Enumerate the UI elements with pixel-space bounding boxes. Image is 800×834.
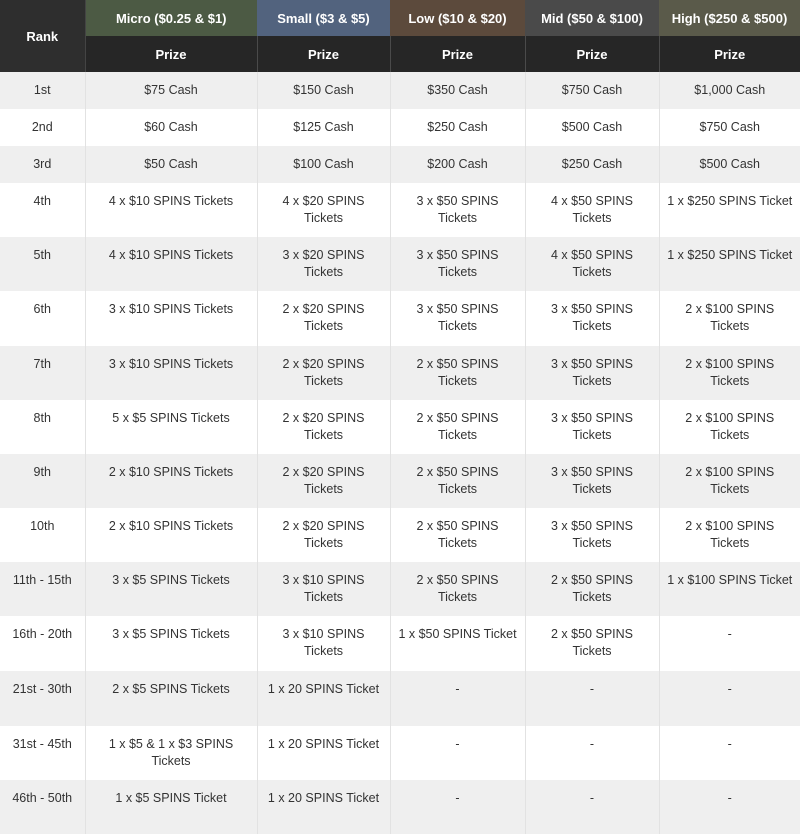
prize-cell-micro: 2 x $5 SPINS Tickets [85,671,257,726]
prize-cell-high: 1 x $250 SPINS Ticket [659,183,800,237]
prize-cell-mid: $250 Cash [525,146,659,183]
prize-cell-micro: 3 x $10 SPINS Tickets [85,291,257,346]
prize-cell-micro: 3 x $5 SPINS Tickets [85,616,257,671]
table-row [0,671,800,726]
prize-cell-small: 1 x 20 SPINS Ticket [257,726,390,780]
prize-cell-small: 2 x $20 SPINS Tickets [257,400,390,454]
rank-cell: 5th [0,237,85,291]
prize-cell-mid: 4 x $50 SPINS Tickets [525,237,659,291]
prize-cell-small: $150 Cash [257,72,390,109]
prize-cell-micro: 4 x $10 SPINS Tickets [85,183,257,237]
prize-header-mid: Prize [525,36,659,72]
tier-header-row [0,0,800,36]
prize-cell-low: $250 Cash [390,109,525,146]
prize-cell-small: 2 x $20 SPINS Tickets [257,291,390,346]
prize-cell-high: 2 x $100 SPINS Tickets [659,508,800,562]
prize-cell-micro: 2 x $10 SPINS Tickets [85,454,257,508]
prize-cell-low: - [390,780,525,834]
prize-cell-micro: 1 x $5 & 1 x $3 SPINS Tickets [85,726,257,780]
rank-cell: 7th [0,346,85,400]
prize-cell-low: 3 x $50 SPINS Tickets [390,183,525,237]
prize-header-small: Prize [257,36,390,72]
prize-cell-high: 2 x $100 SPINS Tickets [659,400,800,454]
rank-header: Rank [0,0,85,72]
rank-cell: 10th [0,508,85,562]
prize-cell-high: $500 Cash [659,146,800,183]
prize-cell-small: 3 x $10 SPINS Tickets [257,616,390,671]
prize-cell-mid: 3 x $50 SPINS Tickets [525,508,659,562]
prize-cell-micro: $60 Cash [85,109,257,146]
table-row [0,508,800,562]
table-row [0,400,800,454]
table-row [0,109,800,146]
prize-cell-low: - [390,671,525,726]
prize-cell-micro: 1 x $5 SPINS Ticket [85,780,257,834]
rank-cell: 31st - 45th [0,726,85,780]
prize-cell-low: 1 x $50 SPINS Ticket [390,616,525,671]
prize-cell-low: - [390,726,525,780]
table-row [0,237,800,291]
table-row [0,454,800,508]
rank-cell: 6th [0,291,85,346]
prize-cell-micro: 3 x $10 SPINS Tickets [85,346,257,400]
table-header [0,0,800,72]
rank-cell: 2nd [0,109,85,146]
prize-cell-micro: $50 Cash [85,146,257,183]
prize-cell-mid: 4 x $50 SPINS Tickets [525,183,659,237]
prize-cell-mid: $500 Cash [525,109,659,146]
prize-cell-small: 1 x 20 SPINS Ticket [257,780,390,834]
prize-cell-mid: - [525,726,659,780]
prize-cell-micro: 4 x $10 SPINS Tickets [85,237,257,291]
prize-cell-small: 2 x $20 SPINS Tickets [257,346,390,400]
prize-header-micro: Prize [85,36,257,72]
rank-cell: 4th [0,183,85,237]
prize-cell-high: - [659,726,800,780]
prize-cell-low: 2 x $50 SPINS Tickets [390,454,525,508]
prize-cell-high: - [659,616,800,671]
table-row [0,726,800,780]
prize-cell-mid: $750 Cash [525,72,659,109]
prize-cell-mid: 3 x $50 SPINS Tickets [525,454,659,508]
prize-cell-micro: $75 Cash [85,72,257,109]
prize-cell-small: 1 x 20 SPINS Ticket [257,671,390,726]
table-row [0,146,800,183]
prize-cell-high: $750 Cash [659,109,800,146]
rank-cell: 21st - 30th [0,671,85,726]
prize-cell-mid: 2 x $50 SPINS Tickets [525,562,659,616]
rank-cell: 16th - 20th [0,616,85,671]
prize-cell-small: $100 Cash [257,146,390,183]
rank-cell: 11th - 15th [0,562,85,616]
tier-header-mid: Mid ($50 & $100) [525,0,659,36]
table-row [0,780,800,834]
table-row [0,72,800,109]
rank-cell: 8th [0,400,85,454]
table-row [0,291,800,346]
prize-cell-low: 2 x $50 SPINS Tickets [390,346,525,400]
prize-cell-low: 2 x $50 SPINS Tickets [390,562,525,616]
prize-cell-mid: 3 x $50 SPINS Tickets [525,400,659,454]
prize-cell-small: 4 x $20 SPINS Tickets [257,183,390,237]
prize-cell-small: $125 Cash [257,109,390,146]
prize-header-row [0,36,800,72]
prize-cell-high: 2 x $100 SPINS Tickets [659,454,800,508]
prize-cell-high: 2 x $100 SPINS Tickets [659,346,800,400]
prize-cell-high: 2 x $100 SPINS Tickets [659,291,800,346]
prize-cell-low: 3 x $50 SPINS Tickets [390,237,525,291]
rank-cell: 3rd [0,146,85,183]
prize-cell-high: - [659,671,800,726]
prize-cell-small: 3 x $10 SPINS Tickets [257,562,390,616]
table-body [0,72,800,834]
rank-cell: 1st [0,72,85,109]
table-row [0,562,800,616]
prize-cell-micro: 5 x $5 SPINS Tickets [85,400,257,454]
prize-cell-micro: 3 x $5 SPINS Tickets [85,562,257,616]
prize-cell-micro: 2 x $10 SPINS Tickets [85,508,257,562]
tier-header-high: High ($250 & $500) [659,0,800,36]
prize-cell-high: 1 x $100 SPINS Ticket [659,562,800,616]
rank-cell: 9th [0,454,85,508]
prize-cell-high: $1,000 Cash [659,72,800,109]
prize-cell-small: 2 x $20 SPINS Tickets [257,454,390,508]
prize-header-low: Prize [390,36,525,72]
prize-cell-small: 3 x $20 SPINS Tickets [257,237,390,291]
prize-cell-mid: 3 x $50 SPINS Tickets [525,346,659,400]
prize-cell-high: - [659,780,800,834]
table-row [0,183,800,237]
prize-cell-low: 3 x $50 SPINS Tickets [390,291,525,346]
prize-header-high: Prize [659,36,800,72]
prize-cell-low: $200 Cash [390,146,525,183]
tier-header-low: Low ($10 & $20) [390,0,525,36]
tier-header-micro: Micro ($0.25 & $1) [85,0,257,36]
table-row [0,346,800,400]
prize-cell-low: 2 x $50 SPINS Tickets [390,508,525,562]
prize-cell-high: 1 x $250 SPINS Ticket [659,237,800,291]
table-row [0,616,800,671]
prize-cell-low: 2 x $50 SPINS Tickets [390,400,525,454]
prize-cell-mid: - [525,780,659,834]
prize-cell-mid: 3 x $50 SPINS Tickets [525,291,659,346]
rank-cell: 46th - 50th [0,780,85,834]
prize-cell-small: 2 x $20 SPINS Tickets [257,508,390,562]
prize-cell-low: $350 Cash [390,72,525,109]
tier-header-small: Small ($3 & $5) [257,0,390,36]
prize-cell-mid: - [525,671,659,726]
prize-cell-mid: 2 x $50 SPINS Tickets [525,616,659,671]
